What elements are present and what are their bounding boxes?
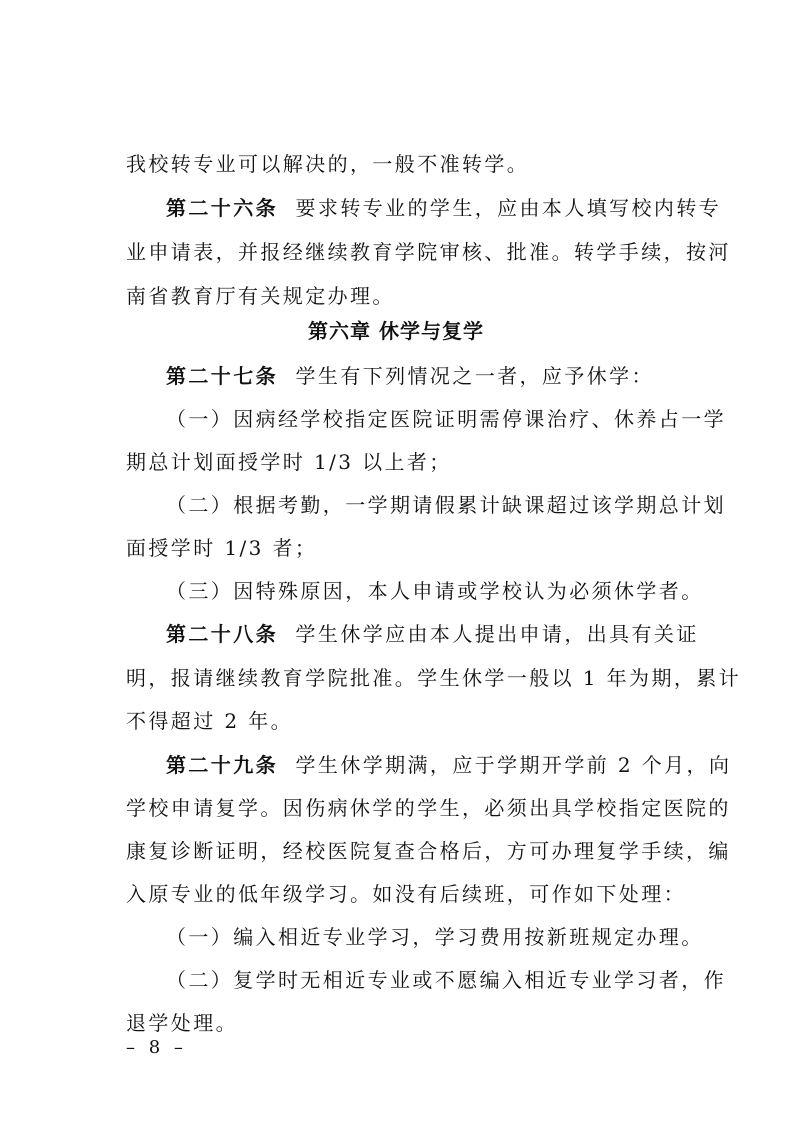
list-item-line: （二）复学时无相近专业或不愿编入相近专业学习者，作 [166, 968, 726, 992]
article-number: 第二十九条 [166, 753, 278, 777]
paragraph-line: 期总计划面授学时 1/3 以上者； [126, 450, 452, 474]
paragraph-line: 南省教育厅有关规定办理。 [126, 284, 395, 308]
article-28-line-1: 第二十八条 学生休学应由本人提出申请，出具有关证 [166, 622, 699, 646]
paragraph-line: 退学处理。 [126, 1011, 238, 1035]
list-item-line: （三）因特殊原因，本人申请或学校认为必须休学者。 [166, 579, 704, 603]
paragraph-line: 入原专业的低年级学习。如没有后续班，可作如下处理： [126, 882, 686, 906]
article-number: 第二十六条 [166, 196, 278, 220]
article-number: 第二十八条 [166, 622, 278, 646]
paragraph-line: 面授学时 1/3 者； [126, 536, 318, 560]
article-27-line-1: 第二十七条 学生有下列情况之一者，应予休学： [166, 364, 654, 388]
list-item-line: （一）编入相近专业学习，学习费用按新班规定办理。 [166, 925, 704, 949]
list-item-line: （二）根据考勤，一学期请假累计缺课超过该学期总计划 [166, 493, 726, 517]
article-number: 第二十七条 [166, 364, 278, 388]
paragraph-line: 不得超过 2 年。 [126, 709, 294, 733]
paragraph-line: 业申请表，并报经继续教育学院审核、批准。转学手续，按河 [126, 240, 731, 264]
paragraph-line: 我校转专业可以解决的，一般不准转学。 [126, 152, 530, 176]
chapter-heading: 第六章 休学与复学 [308, 319, 484, 343]
paragraph-line: 康复诊断证明，经校医院复查合格后，方可办理复学手续，编 [126, 839, 731, 863]
paragraph-line: 学校申请复学。因伤病休学的学生，必须出具学校指定医院的 [126, 796, 731, 820]
article-29-line-1: 第二十九条 学生休学期满，应于学期开学前 2 个月，向 [166, 753, 732, 777]
paragraph-line: 明，报请继续教育学院批准。学生休学一般以 1 年为期，累计 [126, 666, 742, 690]
article-26-line-1: 第二十六条 要求转专业的学生，应由本人填写校内转专 [166, 196, 722, 220]
list-item-line: （一）因病经学校指定医院证明需停课治疗、休养占一学 [166, 407, 726, 431]
page-number: – 8 – [126, 1037, 187, 1058]
